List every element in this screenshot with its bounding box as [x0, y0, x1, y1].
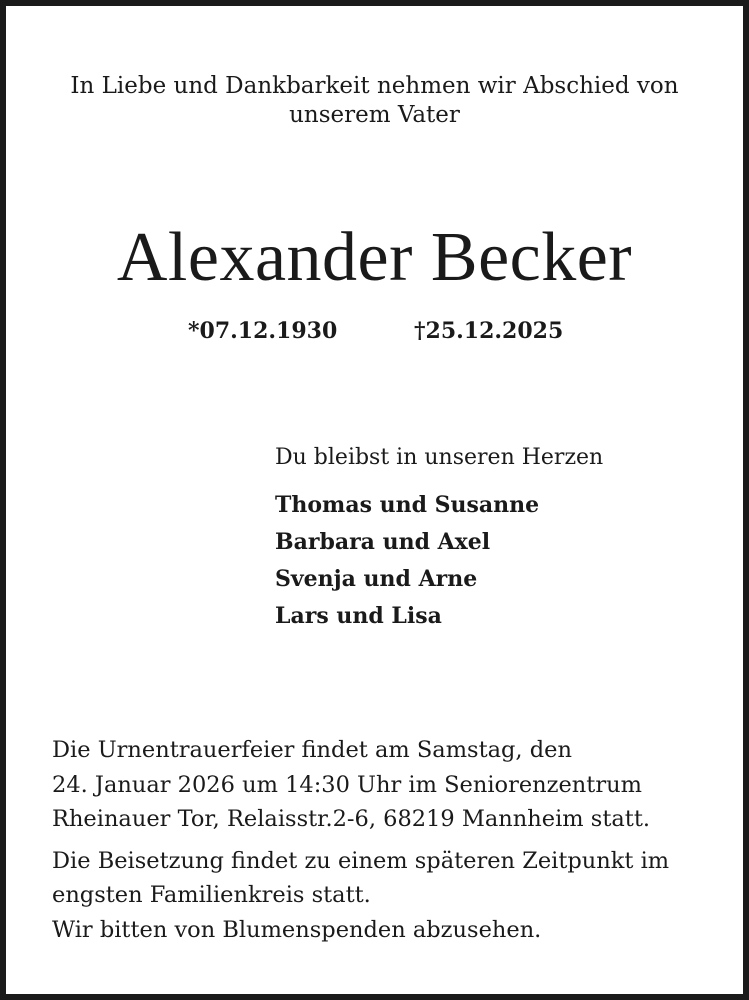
service-info — [52, 733, 722, 947]
burial-line: Die Beisetzung findet zu einem späteren Zeitpunkt im — [52, 847, 670, 874]
service-line: Rheinauer Tor, Relaisstr.2-6, 68219 Mannheim statt. — [52, 806, 651, 832]
burial-line: engsten Familienkreis statt. — [52, 882, 371, 908]
burial-paragraph — [52, 844, 722, 948]
intro-line: unserem Vater — [289, 102, 460, 128]
family-member: Svenja und Arne — [275, 566, 478, 592]
motto: Du bleibst in unseren Herzen — [275, 445, 604, 470]
service-line: Die Urnentrauerfeier findet am Samstag, den — [52, 737, 572, 763]
deceased-name: Alexander Becker — [116, 219, 633, 296]
intro-line: In Liebe und Dankbarkeit nehmen wir Abschied von — [70, 73, 679, 99]
family-member: Barbara und Axel — [275, 529, 491, 555]
service-paragraph — [52, 733, 722, 837]
birth-date: *07.12.1930 — [188, 318, 338, 344]
death-date: †25.12.2025 — [414, 318, 564, 344]
family-member: Lars und Lisa — [275, 603, 442, 629]
family-list — [275, 487, 603, 635]
burial-line: Wir bitten von Blumenspenden abzusehen. — [52, 916, 542, 943]
mourners-block — [275, 443, 603, 635]
family-member: Thomas und Susanne — [275, 492, 540, 518]
service-line: 24. Januar 2026 um 14:30 Uhr im Seniorenzentrum — [52, 771, 642, 798]
intro-text — [6, 72, 743, 130]
